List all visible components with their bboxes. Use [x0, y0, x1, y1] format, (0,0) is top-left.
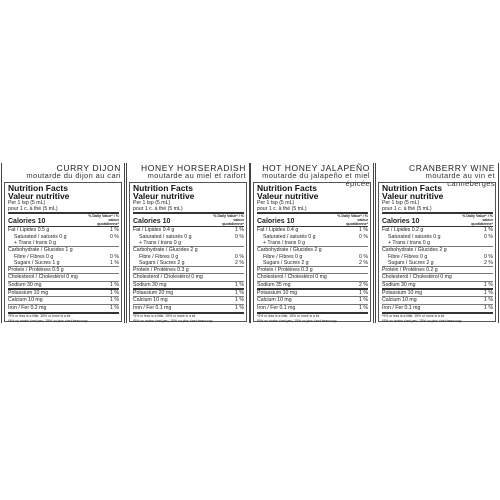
potassium-label: Potassium 10 mg — [257, 290, 298, 297]
carb-label: Carbohydrate / Glucides 1 g — [8, 247, 73, 254]
calories-value: 10 — [162, 218, 171, 226]
calcium-dv: 1 % — [110, 297, 119, 304]
potassium-label: Potassium 10 mg — [382, 290, 423, 297]
sugars-dv: 2 % — [235, 259, 244, 266]
calories-row — [8, 212, 119, 226]
calories-label: Calories — [382, 218, 410, 226]
iron-row — [382, 304, 493, 311]
calcium-row — [133, 296, 244, 303]
sodium-dv: 1 % — [110, 281, 119, 288]
fat-label: Fat / Lipides 0.2 g — [382, 227, 424, 234]
fibre-label: Fibre / Fibres 0 g — [263, 253, 303, 260]
daily-value-header: % Daily Value* / % valeur quotidienne* — [462, 214, 493, 227]
calcium-label: Calcium 10 mg — [382, 297, 417, 304]
footnote-en: *5% or less is a little, 15% or more is a lot — [382, 312, 493, 318]
title-fr: Valeur nutritive — [257, 191, 319, 201]
calories-label: Calories — [133, 218, 161, 226]
potassium-dv: 1 % — [110, 290, 119, 297]
fat-label: Fat / Lipides 0.5 g — [8, 227, 50, 234]
fat-dv: 1 % — [359, 227, 368, 234]
fibre-dv: 0 % — [235, 253, 244, 260]
title-en: Nutrition Facts — [257, 183, 317, 193]
sugars-dv: 1 % — [110, 259, 119, 266]
sugars-label: Sugars / Sucres 1 g — [14, 259, 60, 266]
fat-dv: 1 % — [484, 227, 493, 234]
product-name-fr: moutarde au miel et raifort — [147, 171, 246, 180]
protein-row — [8, 266, 119, 273]
serving-en: Per 1 tsp (5 mL) — [382, 200, 420, 206]
label-panel-honey-horseradish — [126, 163, 250, 323]
potassium-dv: 1 % — [235, 290, 244, 297]
fibre-dv: 0 % — [110, 253, 119, 260]
fat-row — [133, 226, 244, 233]
fibre-label: Fibre / Fibres 0 g — [388, 253, 428, 260]
saturated-label: Saturated / saturés 0 g — [388, 233, 441, 240]
nutrition-facts-table — [4, 182, 122, 322]
footnote-en: *5% or less is a little, 15% or more is a lot — [133, 312, 244, 318]
footnote-fr: *5% ou moins c'est peu, 15% ou plus c'est beaucoup — [257, 319, 337, 323]
nutrition-facts-table — [378, 182, 496, 322]
calcium-row — [8, 296, 119, 303]
protein-label: Protein / Protéines 0.5 g — [8, 267, 64, 274]
iron-dv: 1 % — [359, 304, 368, 311]
daily-value-header: % Daily Value* / % valeur quotidienne* — [213, 214, 244, 227]
title-en: Nutrition Facts — [8, 183, 68, 193]
product-name-fr: moutarde au vin et canneberges — [425, 171, 495, 188]
iron-dv: 1 % — [110, 304, 119, 311]
footnote-fr: *5% ou moins c'est peu, 15% ou plus c'est beaucoup — [133, 319, 213, 323]
daily-value-header: % Daily Value* / % valeur quotidienne* — [88, 214, 119, 227]
saturated-label: Saturated / saturés 0 g — [14, 233, 67, 240]
saturated-dv: 0 % — [484, 233, 493, 240]
product-name-en: CRANBERRY WINE — [408, 163, 495, 173]
fat-label: Fat / Lipides 0.4 g — [257, 227, 299, 234]
cholesterol-row — [257, 273, 368, 280]
fat-row — [8, 226, 119, 233]
iron-row — [257, 304, 368, 311]
serving-en: Per 1 tsp (5 mL) — [257, 200, 295, 206]
sodium-label: Sodium 30 mg — [382, 281, 416, 288]
sodium-row — [382, 281, 493, 288]
nutrition-facts-table — [129, 182, 247, 322]
iron-label: Iron / Fer 0.1 mg — [133, 304, 172, 311]
calcium-dv: 1 % — [235, 297, 244, 304]
footnote-en: *5% or less is a little, 15% or more is a lot — [257, 312, 368, 318]
carb-label: Carbohydrate / Glucides 2 g — [382, 247, 447, 254]
trans-label: + Trans / trans 0 g — [139, 240, 181, 246]
cholesterol-label: Cholesterol / Cholestérol 0 mg — [8, 274, 78, 281]
potassium-dv: 1 % — [484, 290, 493, 297]
serving-fr: pour 1 c. à thé (5 mL) — [257, 206, 307, 213]
calcium-row — [257, 296, 368, 303]
calcium-label: Calcium 10 mg — [257, 297, 292, 304]
title-fr: Valeur nutritive — [382, 191, 444, 201]
calories-label: Calories — [8, 218, 36, 226]
sugars-dv: 2 % — [359, 259, 368, 266]
fat-dv: 1 % — [110, 227, 119, 234]
sugars-dv: 2 % — [484, 259, 493, 266]
trans-label: + Trans / trans 0 g — [263, 240, 305, 246]
calcium-row — [382, 296, 493, 303]
saturated-label: Saturated / saturés 0 g — [139, 233, 192, 240]
cholesterol-row — [133, 273, 244, 280]
iron-label: Iron / Fer 0.1 mg — [382, 304, 421, 311]
product-name-fr: moutarde du dijon au cari — [26, 171, 121, 180]
fibre-label: Fibre / Fibres 0 g — [14, 253, 54, 260]
fat-dv: 1 % — [235, 227, 244, 234]
calories-value: 10 — [411, 218, 420, 226]
daily-value-header: % Daily Value* / % valeur quotidienne* — [337, 214, 368, 227]
protein-label: Protein / Protéines 0.3 g — [257, 267, 313, 274]
protein-label: Protein / Protéines 0.2 g — [382, 267, 438, 274]
potassium-label: Potassium 10 mg — [8, 290, 49, 297]
label-panel-hot-honey-jalapeno — [250, 163, 374, 323]
title-fr: Valeur nutritive — [8, 191, 70, 201]
title-en: Nutrition Facts — [382, 183, 442, 193]
serving-fr: pour 1 c. à thé (5 mL) — [382, 206, 432, 213]
nutrition-labels-strip — [0, 163, 500, 323]
iron-row — [8, 304, 119, 311]
sodium-dv: 1 % — [484, 281, 493, 288]
protein-row — [133, 266, 244, 273]
footnote-fr: *5% ou moins c'est peu, 15% ou plus c'est beaucoup — [8, 319, 88, 323]
fat-label: Fat / Lipides 0.4 g — [133, 227, 175, 234]
carb-row — [8, 246, 119, 253]
calories-label: Calories — [257, 218, 285, 226]
calories-row — [257, 212, 368, 226]
iron-label: Iron / Fer 0.1 mg — [257, 304, 296, 311]
carb-row — [133, 246, 244, 253]
cholesterol-row — [8, 273, 119, 280]
saturated-dv: 0 % — [359, 233, 368, 240]
sodium-row — [8, 281, 119, 288]
calories-row — [133, 212, 244, 226]
sodium-label: Sodium 30 mg — [133, 281, 167, 288]
label-panel-curry-dijon — [1, 163, 125, 323]
sugars-label: Sugars / Sucres 2 g — [388, 259, 434, 266]
sodium-dv: 2 % — [359, 281, 368, 288]
saturated-label: Saturated / saturés 0 g — [263, 233, 316, 240]
fibre-dv: 0 % — [484, 253, 493, 260]
cholesterol-row — [382, 273, 493, 280]
fibre-dv: 0 % — [359, 253, 368, 260]
carb-row — [382, 246, 493, 253]
footnote-en: *5% or less is a little, 15% or more is a lot — [8, 312, 119, 318]
fibre-label: Fibre / Fibres 0 g — [139, 253, 179, 260]
protein-row — [382, 266, 493, 273]
serving-fr: pour 1 c. à thé (5 mL) — [133, 206, 183, 213]
sodium-label: Sodium 30 mg — [8, 281, 42, 288]
carb-label: Carbohydrate / Glucides 2 g — [133, 247, 198, 254]
iron-row — [133, 304, 244, 311]
calcium-label: Calcium 10 mg — [133, 297, 168, 304]
product-name-en: CURRY DIJON — [56, 163, 121, 173]
protein-label: Protein / Protéines 0.3 g — [133, 267, 189, 274]
potassium-row — [8, 288, 119, 296]
product-name-en: HOT HONEY JALAPEÑO — [262, 163, 370, 173]
potassium-row — [382, 288, 493, 296]
nutrition-facts-table — [253, 182, 371, 322]
label-panel-cranberry-wine — [375, 163, 499, 323]
iron-dv: 1 % — [235, 304, 244, 311]
serving-fr: pour 1 c. à thé (5 mL) — [8, 206, 58, 213]
calories-value: 10 — [286, 218, 295, 226]
calories-value: 10 — [37, 218, 46, 226]
cholesterol-label: Cholesterol / Cholestérol 0 mg — [257, 274, 327, 281]
trans-label: + Trans / trans 0 g — [388, 240, 430, 246]
potassium-row — [257, 288, 368, 296]
fat-row — [257, 226, 368, 233]
sodium-row — [133, 281, 244, 288]
potassium-dv: 1 % — [359, 290, 368, 297]
sugars-label: Sugars / Sucres 2 g — [263, 259, 309, 266]
serving-en: Per 1 tsp (5 mL) — [8, 200, 46, 206]
fat-row — [382, 226, 493, 233]
cholesterol-label: Cholesterol / Cholestérol 0 mg — [382, 274, 452, 281]
calcium-dv: 1 % — [359, 297, 368, 304]
saturated-dv: 0 % — [235, 233, 244, 240]
protein-row — [257, 266, 368, 273]
iron-dv: 1 % — [484, 304, 493, 311]
sodium-label: Sodium 35 mg — [257, 281, 291, 288]
carb-label: Carbohydrate / Glucides 2 g — [257, 247, 322, 254]
calories-row — [382, 212, 493, 226]
cholesterol-label: Cholesterol / Cholestérol 0 mg — [133, 274, 203, 281]
trans-label: + Trans / trans 0 g — [14, 240, 56, 246]
calcium-label: Calcium 10 mg — [8, 297, 43, 304]
sugars-label: Sugars / Sucres 2 g — [139, 259, 185, 266]
serving-en: Per 1 tsp (5 mL) — [133, 200, 171, 206]
sodium-dv: 1 % — [235, 281, 244, 288]
product-name-fr: moutarde du jalapeño et miel épicée — [262, 171, 370, 188]
potassium-label: Potassium 20 mg — [133, 290, 174, 297]
carb-row — [257, 246, 368, 253]
potassium-row — [133, 288, 244, 296]
footnote-fr: *5% ou moins c'est peu, 15% ou plus c'est beaucoup — [382, 319, 462, 323]
saturated-dv: 0 % — [110, 233, 119, 240]
title-fr: Valeur nutritive — [133, 191, 195, 201]
title-en: Nutrition Facts — [133, 183, 193, 193]
sodium-row — [257, 281, 368, 288]
product-name-en: HONEY HORSERADISH — [141, 163, 246, 173]
calcium-dv: 1 % — [484, 297, 493, 304]
iron-label: Iron / Fer 0.2 mg — [8, 304, 47, 311]
